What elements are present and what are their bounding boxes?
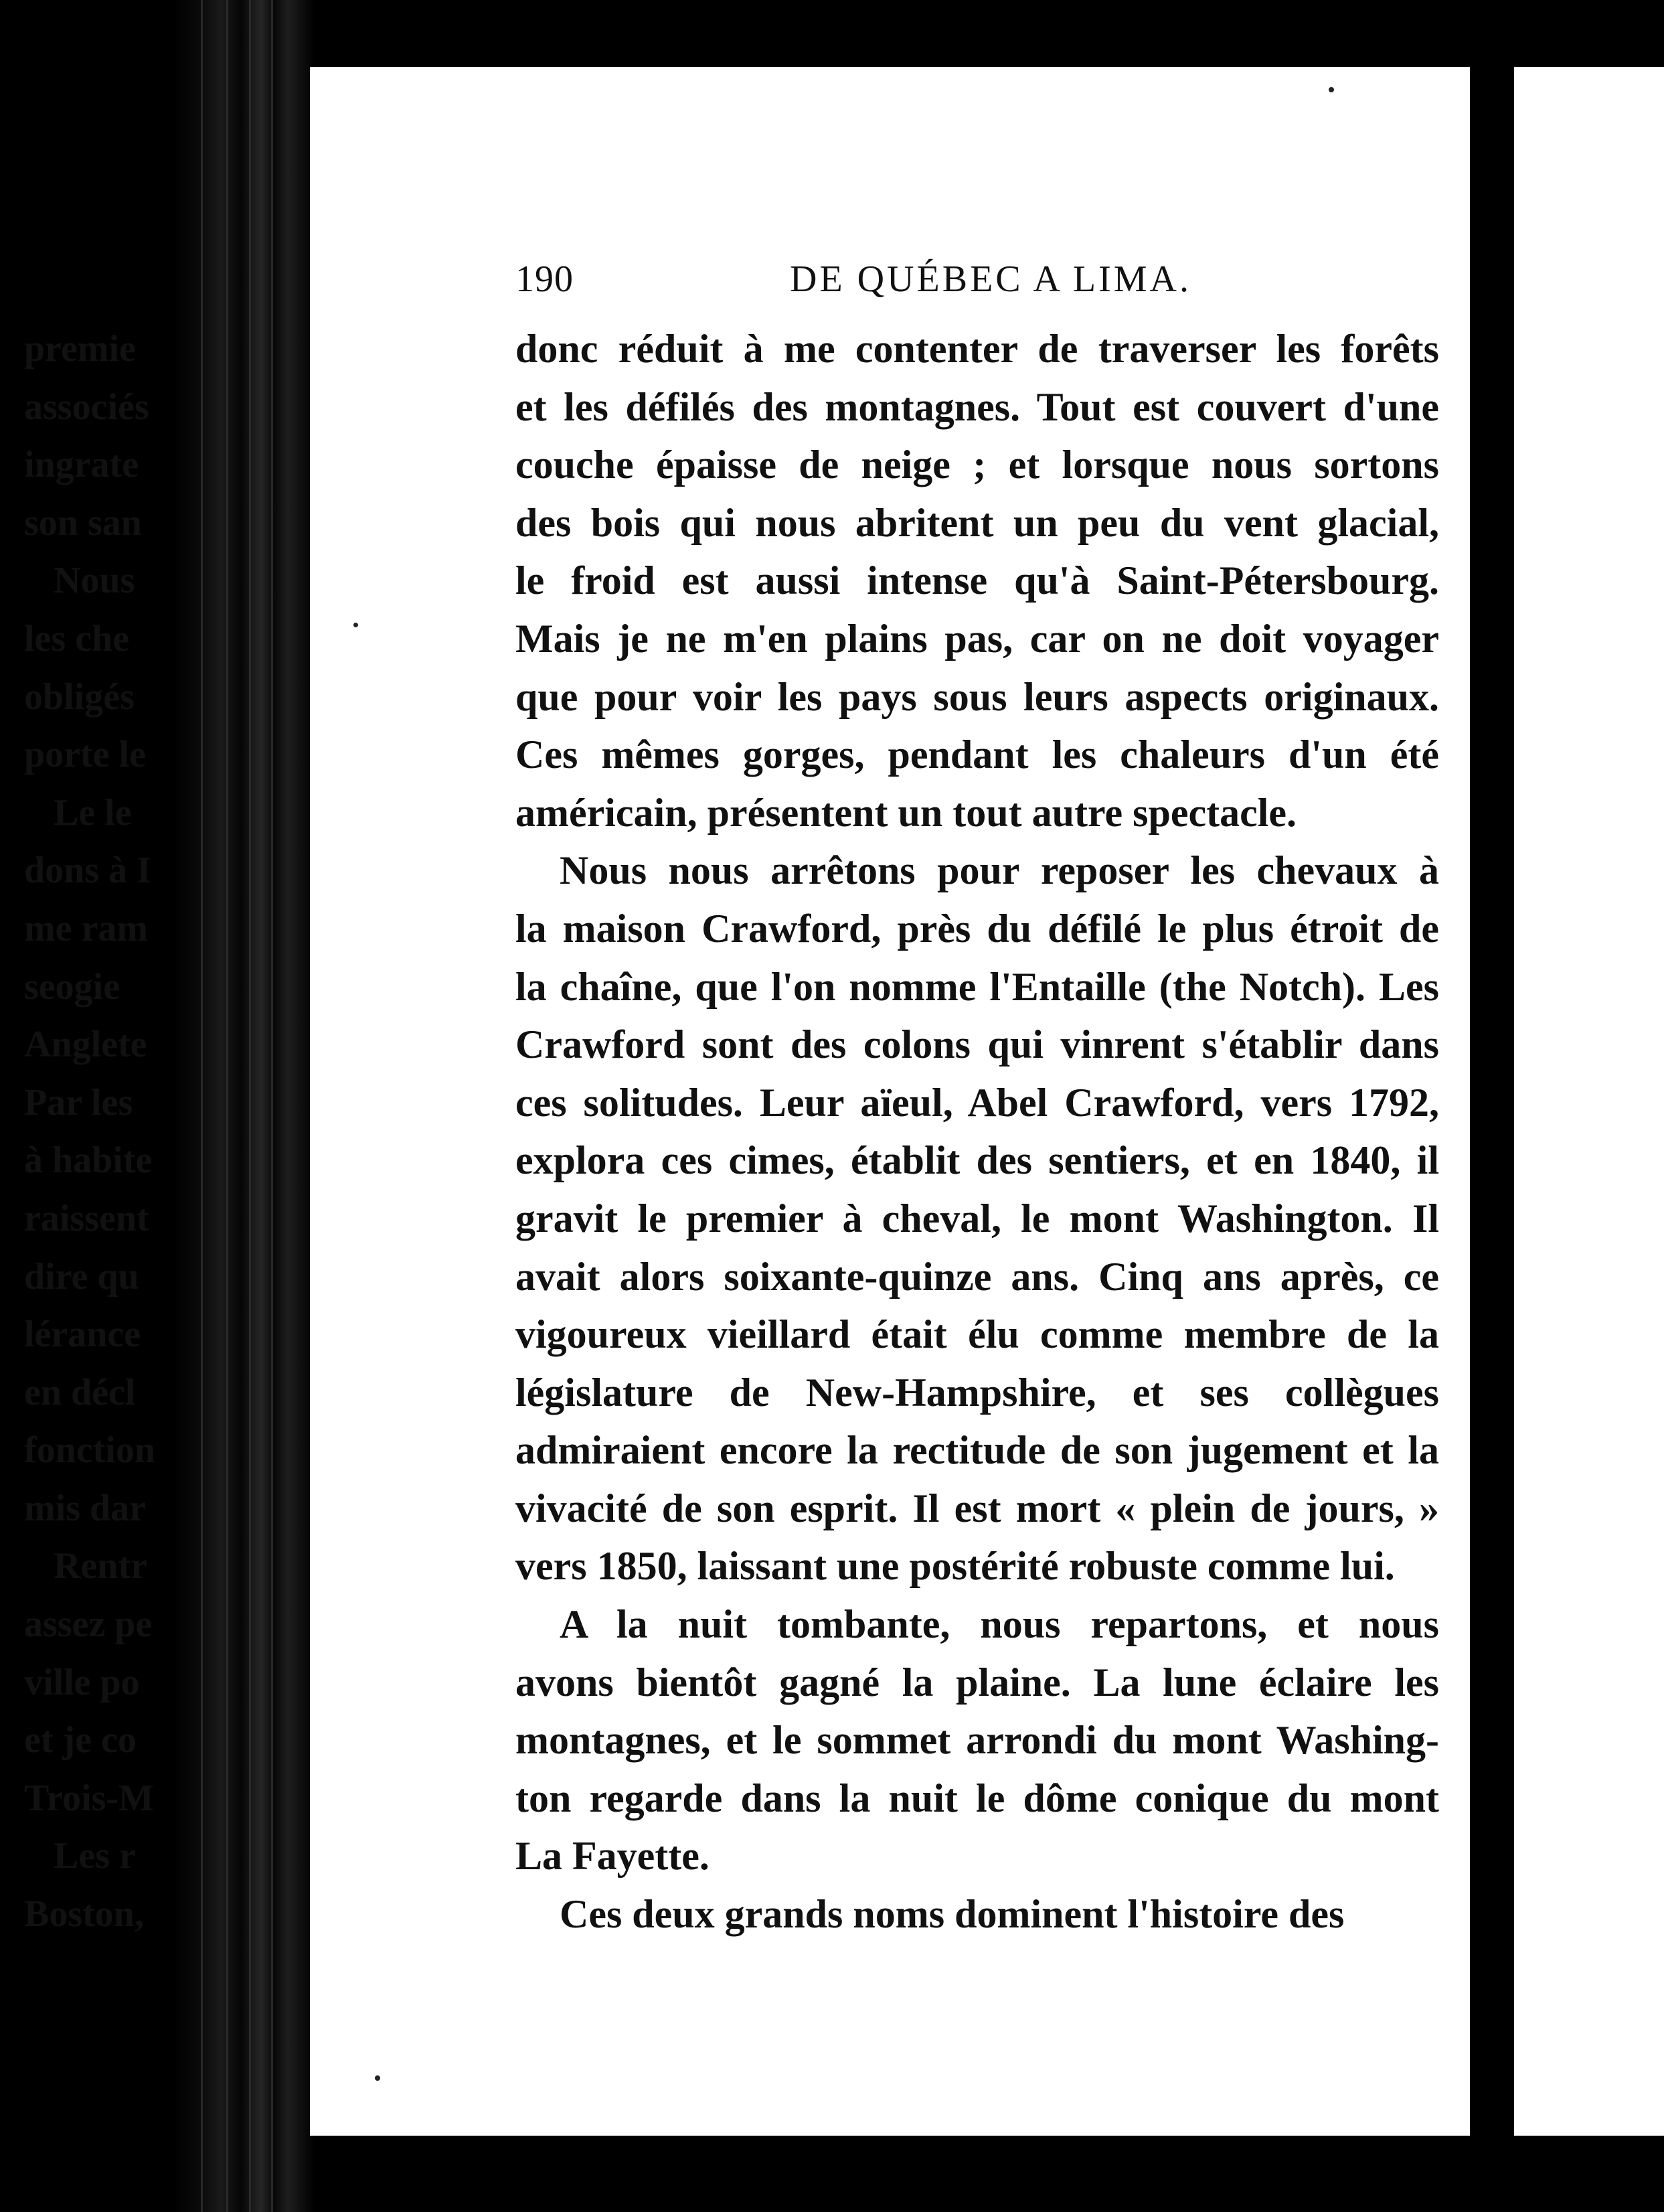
facing-page-line: ville po xyxy=(24,1661,140,1703)
facing-page-line: à habite xyxy=(24,1139,153,1182)
facing-page-line: lérance xyxy=(24,1314,141,1356)
facing-page-line: Trois-M xyxy=(24,1777,154,1819)
text-line: Crawford sont des colons qui vinrent s'établir dans xyxy=(515,1022,1439,1067)
text-line: La Fayette. xyxy=(515,1834,710,1879)
book-gutter xyxy=(1470,0,1514,2212)
facing-page-line: les che xyxy=(24,617,130,659)
text-line: vigoureux vieillard était élu comme membre de la xyxy=(515,1312,1439,1357)
facing-page-line: premie xyxy=(24,328,136,370)
text-line: américain, présentent un tout autre spectacle. xyxy=(515,790,1297,835)
text-line: législature de New-Hampshire, et ses collègues xyxy=(515,1370,1439,1415)
text-line: vivacité de son esprit. Il est mort « plein de jours, » xyxy=(515,1486,1439,1530)
text-line: des bois qui nous abritent un peu du vent glacial, xyxy=(515,500,1439,545)
text-line: admiraient encore la rectitude de son jugement et la xyxy=(515,1428,1439,1473)
facing-page-line: et je co xyxy=(24,1719,137,1761)
text-line: A la nuit tombante, nous repartons, et nous xyxy=(560,1602,1439,1647)
running-head xyxy=(515,258,1439,305)
facing-page-line: Les r xyxy=(54,1835,136,1877)
facing-page-line: obligés xyxy=(24,676,135,718)
facing-page-line: mis dar xyxy=(24,1487,146,1529)
text-line: montagnes, et le sommet arrondi du mont Washing- xyxy=(515,1718,1439,1763)
body-text xyxy=(515,320,1439,1944)
print-speck xyxy=(353,623,358,627)
text-line: Ces mêmes gorges, pendant les chaleurs d'un été xyxy=(515,732,1439,777)
text-line: que pour voir les pays sous leurs aspects originaux. xyxy=(515,674,1439,719)
facing-page-line: seogie xyxy=(24,965,120,1008)
text-line: explora ces cimes, établit des sentiers, et en 1840, il xyxy=(515,1138,1439,1183)
page-number: 190 xyxy=(515,258,574,300)
facing-page-line: Par les xyxy=(24,1081,133,1123)
facing-page-line: Le le xyxy=(54,791,132,834)
text-line: Nous nous arrêtons pour reposer les chevaux à xyxy=(560,848,1439,893)
facing-page-line: fonction xyxy=(24,1429,155,1472)
running-title: DE QUÉBEC A LIMA. xyxy=(790,258,1191,300)
facing-page-line: raissent xyxy=(24,1197,149,1239)
text-line: Ces deux grands noms dominent l'histoire des xyxy=(560,1892,1345,1937)
facing-page-line: Boston, xyxy=(24,1893,144,1936)
facing-page-line: son san xyxy=(24,501,142,544)
facing-page-line: en décl xyxy=(24,1371,136,1413)
text-line: couche épaisse de neige ; et lorsque nous sortons xyxy=(515,443,1439,487)
text-line: gravit le premier à cheval, le mont Washington. Il xyxy=(515,1196,1439,1241)
print-speck xyxy=(1329,87,1334,92)
facing-page-line: ingrate xyxy=(24,444,139,486)
facing-page-line: porte le xyxy=(24,734,146,776)
facing-page-line: dons à I xyxy=(24,850,151,892)
facing-page-line: assez pe xyxy=(24,1603,153,1646)
text-line: et les défilés des montagnes. Tout est couvert d'une xyxy=(515,384,1439,429)
text-line: le froid est aussi intense qu'à Saint-Pétersbourg. xyxy=(515,558,1439,603)
text-line: Mais je ne m'en plains pas, car on ne doit voyager xyxy=(515,616,1439,661)
facing-page-text xyxy=(24,320,198,1944)
text-line: la maison Crawford, près du défilé le plus étroit de xyxy=(515,906,1439,951)
facing-page-line: associés xyxy=(24,386,149,428)
facing-page xyxy=(1514,67,1664,2136)
text-line: donc réduit à me contenter de traverser les forêts xyxy=(515,327,1439,371)
facing-page-line: dire qu xyxy=(24,1255,139,1297)
text-line: avons bientôt gagné la plaine. La lune éclaire les xyxy=(515,1660,1439,1705)
facing-page-line: me ram xyxy=(24,907,149,949)
facing-page-line: Nous xyxy=(54,560,135,602)
facing-page-line: Rentr xyxy=(54,1545,147,1587)
facing-page-line: Anglete xyxy=(24,1024,147,1066)
text-line: ton regarde dans la nuit le dôme conique du mont xyxy=(515,1775,1439,1820)
text-line: ces solitudes. Leur aïeul, Abel Crawford, vers 1792, xyxy=(515,1080,1439,1125)
text-line: la chaîne, que l'on nomme l'Entaille (the Notch). Les xyxy=(515,964,1439,1009)
print-speck xyxy=(375,2075,380,2081)
text-line: avait alors soixante-quinze ans. Cinq ans après, ce xyxy=(515,1254,1439,1299)
text-line: vers 1850, laissant une postérité robuste comme lui. xyxy=(515,1544,1395,1589)
